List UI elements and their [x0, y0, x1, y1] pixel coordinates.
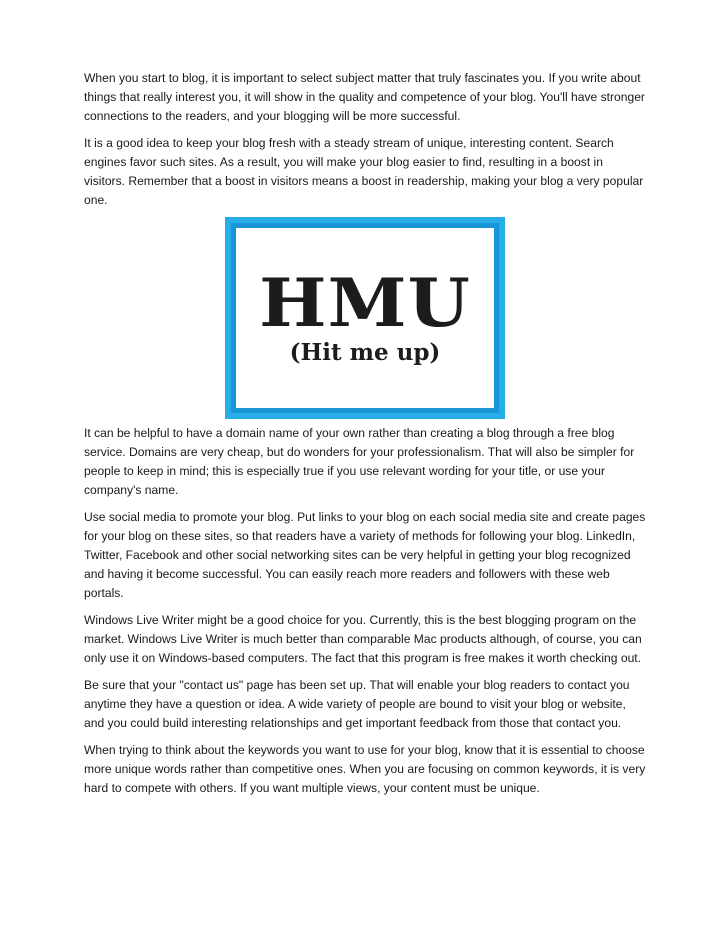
paragraph-contact-page: Be sure that your "contact us" page has been set up. That will enable your blog readers to contact you anytime they have a question or idea. A wide variety of people are bound to visit your blog or website, and you could build interesting relationships and get important feedback from those that contact you. [84, 678, 630, 730]
figure-container [84, 217, 646, 419]
paragraph-domain-name: It can be helpful to have a domain name of your own rather than creating a blog through a free blog service. Domains are very cheap, but do wonders for your professionalism. That will also be simpler for people to keep in mind; this is especially true if you use relevant wording for your title, or use your company's name. [84, 426, 635, 497]
hmu-image-inner-frame [231, 223, 499, 413]
paragraph-social-media: Use social media to promote your blog. Put links to your blog on each social media site and create pages for your blog on these sites, so that readers have a variety of methods for following your blog. LinkedIn, Twitter, Facebook and other social networking sites can be very helpful in getting your blog recognized and having it become successful. You can easily reach more readers and followers with these web portals. [84, 510, 646, 600]
paragraph-windows-live-writer: Windows Live Writer might be a good choice for you. Currently, this is the best blogging program on the market. Windows Live Writer is much better than comparable Mac products although, of course, you can only use it on Windows-based computers. The fact that this program is free makes it worth checking out. [84, 613, 642, 665]
paragraph-blog-subject: When you start to blog, it is important to select subject matter that truly fascinates you. If you write about things that really interest you, it will show in the quality and competence of your blog. You'll have stronger connections to the readers, and your blogging will be more successful. [84, 71, 645, 123]
hmu-image [225, 217, 505, 419]
paragraph-keywords: When trying to think about the keywords you want to use for your blog, know that it is essential to choose more unique words rather than competitive ones. When you are focusing on common keywords, it is very hard to compete with others. If you want multiple views, your content must be unique. [84, 743, 646, 795]
hmu-image-card [236, 228, 494, 408]
hmu-title: HMU [259, 264, 471, 342]
document-body [84, 69, 646, 806]
paragraph-fresh-content: It is a good idea to keep your blog fresh with a steady stream of unique, interesting content. Search engines favor such sites. As a result, you will make your blog easier to find, resulting in a boost in visitors. Remember that a boost in visitors means a boost in readership, making your blog a very popular one. [84, 136, 644, 207]
hmu-subtitle: (Hit me up) [289, 339, 441, 366]
